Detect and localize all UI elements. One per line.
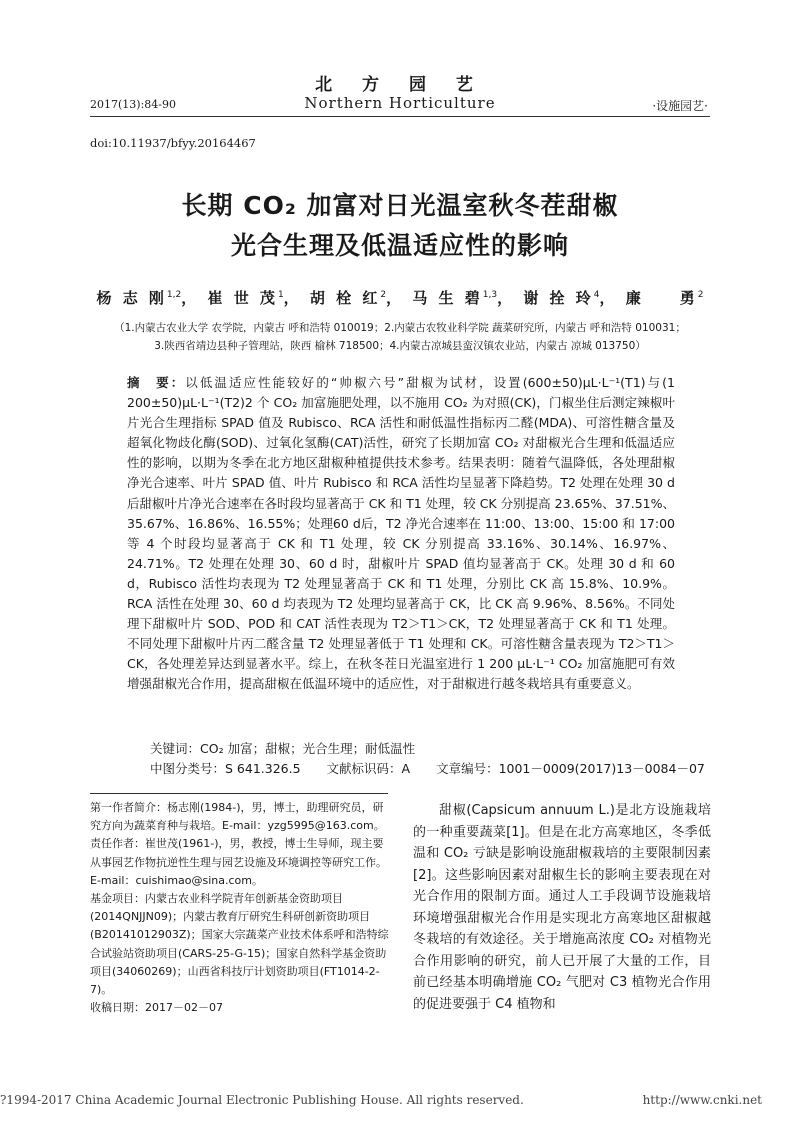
author: 廉 勇$^2$ [625, 289, 704, 307]
journal-name-en: Northern Horticulture [304, 94, 496, 112]
clc-number: 中图分类号：S 641.326.5 [150, 761, 301, 776]
footnote-received-date: 收稿日期：2017－02－07 [90, 1001, 223, 1015]
keywords [150, 739, 415, 757]
footnote-corresponding-author: 责任作者：崔世茂(1961-)，男，教授，博士生导师，现主要从事园艺作物抗逆性生理与园艺设施及环境调控等研究工作。E-mail：cuishimao@sina.com。 [90, 837, 387, 887]
author: 杨 志 刚$^{1,2}$ [96, 289, 182, 307]
classification-line [150, 759, 727, 777]
abstract-label: 摘 要： [127, 375, 186, 390]
section-label: ·设施园艺· [652, 99, 708, 113]
author: 胡 栓 红$^2$ [309, 289, 387, 307]
title-line-1: 长期 CO₂ 加富对日光温室秋冬茬甜椒 [181, 191, 619, 220]
document-code: 文献标识码：A [326, 761, 411, 776]
footnote-funding: 基金项目：内蒙古农业科学院青年创新基金资助项目(2014QNJJN09)；内蒙古教育厅研究生科研创新资助项目(B20141012903Z)；国家大宗蔬菜产业技术体系呼和浩特综合试验站资助项目(CARS-25-G-15)；国家自然科学基金资助项目(34060269)；山西省科技厅计划资助项目(FT1014-2-7)。 [90, 892, 389, 997]
author: 马 生 碧$^{1,3}$ [412, 289, 498, 307]
abstract [127, 373, 675, 695]
issue-info: 2017(13):84-90 [90, 98, 176, 111]
author-list: 杨 志 刚$^{1,2}$， 崔 世 茂$^1$， 胡 栓 红$^2$， 马 生 碧$^{1,3}$， 谢 拴 玲$^4$， 廉 勇$^2$ [96, 289, 704, 307]
footnotes [90, 799, 390, 1017]
footnote-divider [90, 793, 388, 794]
title-line-2: 光合生理及低温适应性的影响 [230, 231, 569, 260]
keywords-label: 关键词： [150, 741, 201, 756]
author: 崔 世 茂$^1$ [207, 289, 284, 307]
body-paragraph: 甜椒(Capsicum annuum L.)是北方设施栽培的一种重要蔬菜[1]。但是在北方高寒地区，冬季低温和 CO₂ 亏缺是影响设施甜椒栽培的主要限制因素[2]。这些影响因素对甜椒生长的影响主要表现在对光合作用的限制方面。通过人工手段调节设施栽培环境增强甜椒光合作用是实现北方高寒地区甜椒越冬栽培的有效途径。关于增施高浓度 CO₂ 对植物光合作用影响的研究，前人已开展了大量的工作，目前已经基本明确增施 CO₂ 气肥对 C3 植物光合作用的促进要强于 C4 植物和 [413, 803, 711, 1012]
article-number: 文章编号：1001－0009(2017)13－0084－07 [436, 761, 705, 776]
author: 谢 拴 玲$^4$ [523, 289, 600, 307]
affiliation-line-1: （1.内蒙古农业大学 农学院，内蒙古 呼和浩特 010019；2.内蒙古农牧业科学院 蔬菜研究所，内蒙古 呼和浩特 010031； [114, 322, 686, 334]
footer-copyright: ?1994-2017 China Academic Journal Electronic Publishing House. All rights reserved. [0, 1093, 524, 1107]
keywords-text: CO₂ 加富；甜椒；光合生理；耐低温性 [200, 741, 416, 756]
abstract-text: 以低温适应性能较好的“帅椒六号”甜椒为试材，设置(600±50)μL·L⁻¹(T1)与(1 200±50)μL·L⁻¹(T2)2 个 CO₂ 加富施肥处理，以不施用 CO₂ 为对照(CK)，门椒坐住后测定辣椒叶片光合生理指标 SPAD 值及 Rubisco、RCA 活性和耐低温性指标丙二醛(MDA)、可溶性糖含量及超氧化物歧化酶(SOD)、过氧化氢酶(CAT)活性，研究了长期加富 CO₂ 对甜椒光合生理和低温适应性的影响，以期为冬季在北方地区甜椒种植提供技术参考。结果表明：随着气温降低，各处理甜椒净光合速率、叶片 SPAD 值、叶片 Rubisco 和 RCA 活性均呈显著下降趋势。T2 处理在处理 30 d 后甜椒叶片净光合速率在各时段均显著高于 CK 和 T1 处理，较 CK 分别提高 23.65%、37.51%、35.67%、16.86%、16.55%；处理60 d后，T2 净光合速率在 11:00、13:00、15:00 和 17:00 等 4 个时段均显著高于 CK 和 T1 处理，较 CK 分别提高 33.16%、30.14%、16.97%、24.71%。T2 处理在处理 30、60 d 时，甜椒叶片 SPAD 值均显著高于 CK。处理 30 d 和 60 d，Rubisco 活性均表现为 T2 处理显著高于 CK 和 T1 处理，分别比 CK 高 15.8%、10.9%。RCA 活性在处理 30、60 d 均表现为 T2 处理均显著高于 CK，比 CK 高 9.96%、8.56%。不同处理下甜椒叶片 SOD、POD 和 CAT 活性表现为 T2＞T1＞CK，T2 处理显著高于 CK 和 T1 处理。不同处理下甜椒叶片丙二醛含量 T2 处理显著低于 T1 处理和 CK。可溶性糖含量表现为 T2＞T1＞CK，各处理差异达到显著水平。综上，在秋冬茬日光温室进行 1 200 μL·L⁻¹ CO₂ 加富施肥可有效增强甜椒光合作用，提高甜椒在低温环境中的适应性，对于甜椒进行越冬栽培具有重要意义。 [127, 375, 675, 692]
footnote-first-author: 第一作者简介：杨志刚(1984-)，男，博士，助理研究员，研究方向为蔬菜育种与栽培。E-mail：yzg5995@163.com。 [90, 801, 385, 833]
footer-url: http://www.cnki.net [642, 1093, 762, 1107]
doi: doi:10.11937/bfyy.20164467 [90, 136, 256, 150]
header-divider [90, 116, 710, 117]
affiliation-line-2: 3.陕西省靖边县种子管理站，陕西 榆林 718500；4.内蒙古凉城县蛮汉镇农业站，内蒙古 凉城 013750） [154, 340, 646, 352]
journal-name-cn: 北 方 园 艺 [315, 75, 485, 95]
